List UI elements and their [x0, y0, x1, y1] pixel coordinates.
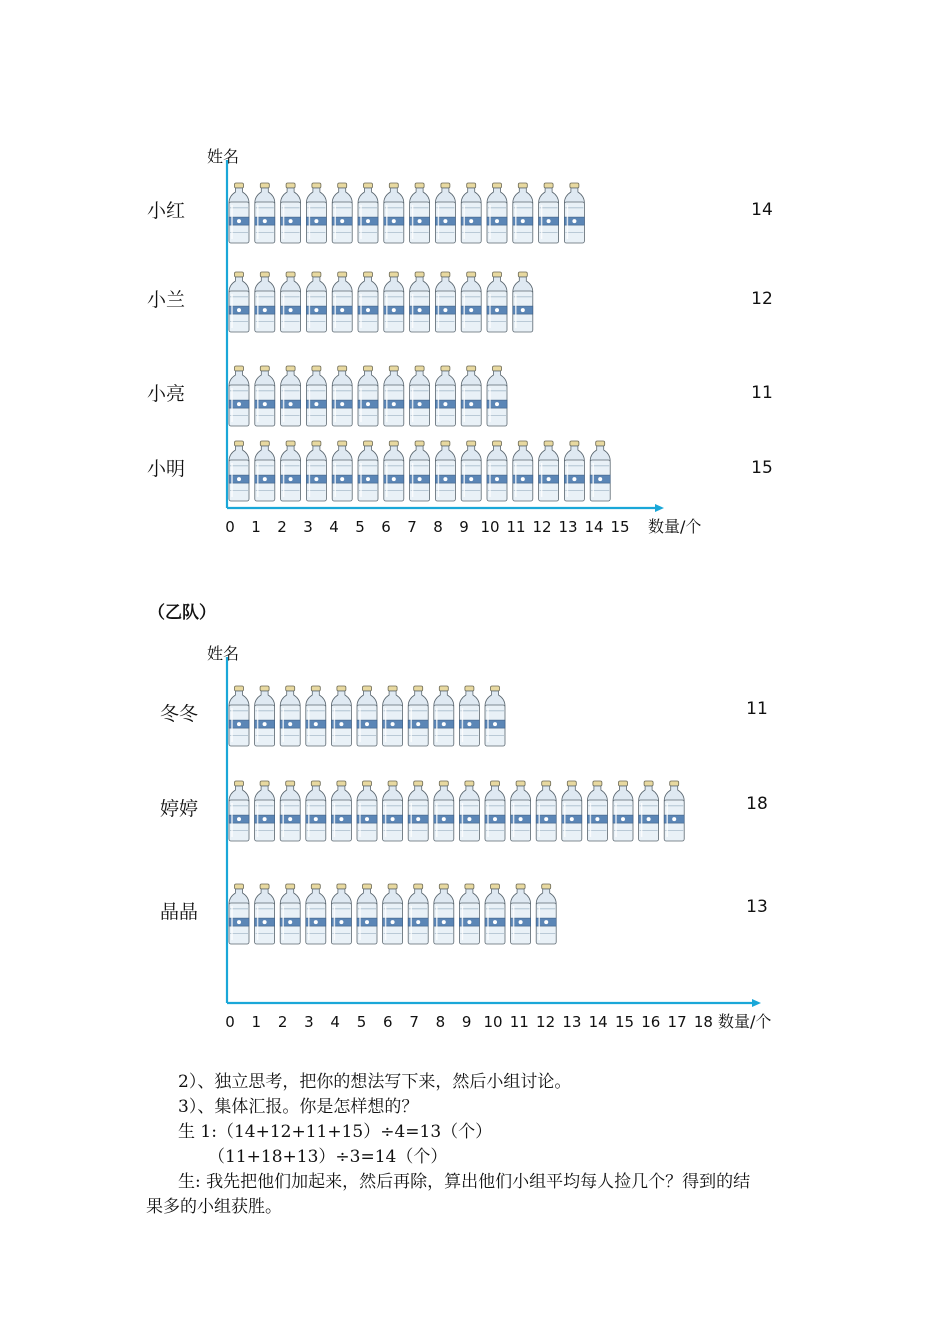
water-bottle-icon [281, 183, 301, 243]
water-bottle-icon [513, 183, 533, 243]
water-bottle-icon [487, 272, 507, 332]
x-axis-arrow [655, 504, 664, 512]
water-bottle-icon [461, 272, 481, 332]
x-tick-label: 4 [330, 1013, 340, 1031]
paragraph-student2-line1: 生: 我先把他们加起来，然后再除，算出他们小组平均每人捡几个？得到的结 [178, 1172, 751, 1192]
water-bottle-icon [358, 366, 378, 426]
x-tick-label: 1 [251, 1013, 262, 1031]
category-label: 冬冬 [160, 703, 199, 726]
water-bottle-icon [280, 884, 300, 944]
water-bottle-icon [306, 884, 326, 944]
water-bottle-icon [357, 781, 377, 841]
x-tick-label: 7 [407, 518, 417, 536]
x-tick-label: 5 [356, 1013, 367, 1031]
paragraph-student2-line2: 果多的小组获胜。 [146, 1197, 282, 1217]
water-bottle-icon [229, 441, 249, 501]
water-bottle-icon [306, 366, 326, 426]
x-tick-label: 8 [433, 518, 443, 536]
x-tick-label: 13 [558, 518, 578, 536]
x-tick-label: 6 [383, 1013, 393, 1031]
water-bottle-icon [487, 441, 507, 501]
chart-team-b [0, 635, 950, 1045]
water-bottle-icon [408, 781, 428, 841]
water-bottle-icon [332, 366, 352, 426]
x-tick-label: 17 [667, 1013, 687, 1031]
water-bottle-icon [536, 781, 556, 841]
water-bottle-icon [564, 441, 584, 501]
water-bottle-icon [331, 884, 351, 944]
water-bottle-icon [281, 441, 301, 501]
water-bottle-icon [664, 781, 684, 841]
water-bottle-icon [459, 686, 479, 746]
y-axis-title: 姓名 [207, 147, 240, 166]
y-axis-title: 姓名 [207, 644, 240, 663]
water-bottle-icon [255, 366, 275, 426]
x-tick-label: 14 [588, 1013, 608, 1031]
value-label: 11 [751, 383, 773, 403]
water-bottle-icon [511, 884, 531, 944]
water-bottle-icon [435, 441, 455, 501]
water-bottle-icon [384, 366, 404, 426]
water-bottle-icon [434, 781, 454, 841]
water-bottle-icon [410, 183, 430, 243]
water-bottle-icon [513, 441, 533, 501]
value-label: 14 [751, 200, 773, 220]
water-bottle-icon [229, 686, 249, 746]
water-bottle-icon [383, 884, 403, 944]
water-bottle-icon [331, 781, 351, 841]
x-tick-label: 13 [562, 1013, 582, 1031]
x-tick-label: 12 [536, 1013, 556, 1031]
water-bottle-icon [255, 183, 275, 243]
water-bottle-icon [461, 366, 481, 426]
category-label: 婷婷 [160, 798, 199, 821]
water-bottle-icon [485, 781, 505, 841]
x-tick-label: 7 [409, 1013, 419, 1031]
x-tick-label: 3 [304, 1013, 314, 1031]
x-tick-label: 10 [480, 518, 500, 536]
water-bottle-icon [536, 884, 556, 944]
water-bottle-icon [229, 272, 249, 332]
water-bottle-icon [255, 781, 275, 841]
x-tick-label: 4 [329, 518, 339, 536]
water-bottle-icon [613, 781, 633, 841]
water-bottle-icon [280, 686, 300, 746]
water-bottle-icon [384, 441, 404, 501]
water-bottle-icon [383, 781, 403, 841]
water-bottle-icon [280, 781, 300, 841]
x-tick-label: 1 [251, 518, 261, 536]
water-bottle-icon [306, 183, 326, 243]
value-label: 15 [751, 458, 773, 478]
water-bottle-icon [229, 884, 249, 944]
water-bottle-icon [358, 441, 378, 501]
water-bottle-icon [435, 183, 455, 243]
water-bottle-icon [331, 686, 351, 746]
water-bottle-icon [434, 686, 454, 746]
x-tick-label: 11 [506, 518, 526, 536]
water-bottle-icon [587, 781, 607, 841]
x-tick-label: 16 [641, 1013, 661, 1031]
water-bottle-icon [408, 884, 428, 944]
water-bottle-icon [229, 183, 249, 243]
water-bottle-icon [306, 781, 326, 841]
water-bottle-icon [306, 686, 326, 746]
paragraph-student1-line1: 生 1:（14+12+11+15）÷4=13（个） [178, 1122, 493, 1142]
water-bottle-icon [332, 183, 352, 243]
water-bottle-icon [590, 441, 610, 501]
category-label: 小明 [147, 458, 186, 481]
water-bottle-icon [459, 781, 479, 841]
x-tick-label: 15 [610, 518, 630, 536]
x-tick-label: 9 [461, 1013, 472, 1031]
x-axis-title: 数量/个 [648, 517, 702, 536]
chart-team-a [0, 140, 950, 550]
x-tick-label: 18 [693, 1013, 713, 1031]
water-bottle-icon [639, 781, 659, 841]
water-bottle-icon [255, 272, 275, 332]
x-tick-label: 5 [355, 518, 365, 536]
x-tick-label: 12 [532, 518, 552, 536]
water-bottle-icon [306, 441, 326, 501]
water-bottle-icon [281, 366, 301, 426]
water-bottle-icon [229, 781, 249, 841]
water-bottle-icon [562, 781, 582, 841]
water-bottle-icon [461, 441, 481, 501]
x-tick-label: 3 [303, 518, 313, 536]
water-bottle-icon [434, 884, 454, 944]
water-bottle-icon [485, 884, 505, 944]
water-bottle-icon [384, 183, 404, 243]
water-bottle-icon [383, 686, 403, 746]
water-bottle-icon [255, 884, 275, 944]
x-tick-label: 2 [277, 1013, 288, 1031]
water-bottle-icon [255, 441, 275, 501]
water-bottle-icon [281, 272, 301, 332]
water-bottle-icon [564, 183, 584, 243]
water-bottle-icon [410, 366, 430, 426]
value-label: 11 [746, 699, 768, 719]
value-label: 12 [751, 289, 773, 309]
paragraph-student1-line2: （11+18+13）÷3=14（个） [208, 1147, 448, 1167]
paragraph-think: 2）、独立思考，把你的想法写下来，然后小组讨论。 [178, 1072, 572, 1092]
water-bottle-icon [410, 272, 430, 332]
water-bottle-icon [408, 686, 428, 746]
x-tick-label: 11 [509, 1013, 529, 1031]
water-bottle-icon [306, 272, 326, 332]
water-bottle-icon [435, 366, 455, 426]
x-tick-label: 10 [483, 1013, 503, 1031]
value-label: 13 [746, 897, 768, 917]
x-tick-label: 0 [225, 518, 235, 536]
water-bottle-icon [487, 366, 507, 426]
x-tick-label: 2 [277, 518, 287, 536]
water-bottle-icon [539, 183, 559, 243]
x-tick-label: 6 [381, 518, 391, 536]
x-tick-label: 9 [459, 518, 469, 536]
x-axis-title: 数量/个 [718, 1012, 772, 1031]
water-bottle-icon [511, 781, 531, 841]
category-label: 晶晶 [160, 901, 199, 924]
water-bottle-icon [485, 686, 505, 746]
water-bottle-icon [513, 272, 533, 332]
x-tick-label: 8 [435, 1013, 446, 1031]
water-bottle-icon [229, 366, 249, 426]
water-bottle-icon [461, 183, 481, 243]
category-label: 小兰 [147, 289, 186, 312]
water-bottle-icon [539, 441, 559, 501]
water-bottle-icon [487, 183, 507, 243]
water-bottle-icon [384, 272, 404, 332]
x-tick-label: 14 [584, 518, 604, 536]
x-tick-label: 15 [614, 1013, 635, 1031]
water-bottle-icon [435, 272, 455, 332]
team-b-label: （乙队） [148, 603, 216, 623]
water-bottle-icon [358, 272, 378, 332]
category-label: 小红 [147, 200, 186, 223]
water-bottle-icon [357, 686, 377, 746]
water-bottle-icon [357, 884, 377, 944]
water-bottle-icon [410, 441, 430, 501]
water-bottle-icon [255, 686, 275, 746]
category-label: 小亮 [147, 383, 186, 406]
water-bottle-icon [332, 272, 352, 332]
water-bottle-icon [459, 884, 479, 944]
x-axis-arrow [752, 999, 761, 1007]
x-tick-label: 0 [225, 1013, 235, 1031]
paragraph-report: 3）、集体汇报。你是怎样想的？ [178, 1097, 419, 1117]
water-bottle-icon [358, 183, 378, 243]
water-bottle-icon [332, 441, 352, 501]
value-label: 18 [746, 794, 768, 814]
